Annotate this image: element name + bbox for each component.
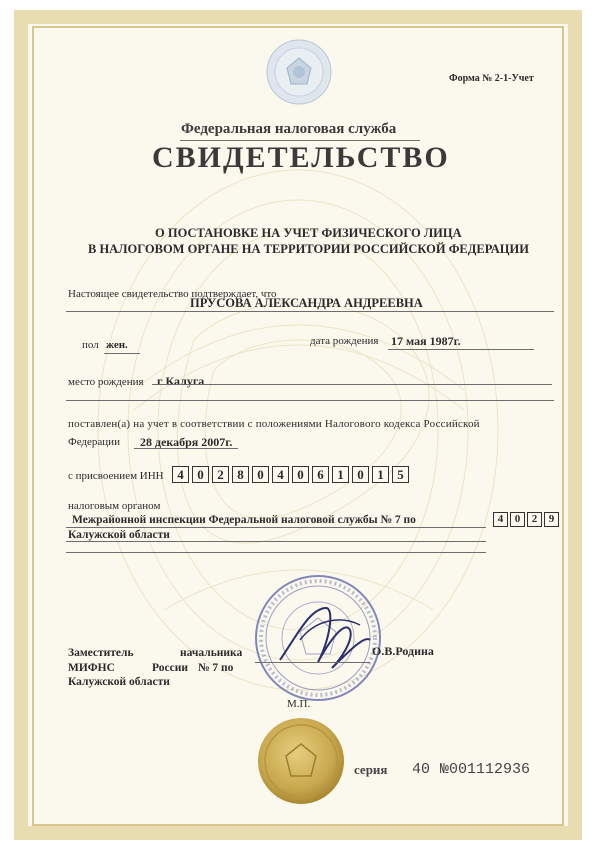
inn-digit: 4: [172, 466, 189, 483]
inn-digit: 0: [252, 466, 269, 483]
inn-digit: 0: [292, 466, 309, 483]
form-number: Форма № 2-1-Учет: [449, 73, 534, 84]
signature-icon: [270, 590, 380, 680]
signer-name: О.В.Родина: [372, 644, 434, 658]
sex-line: [104, 353, 140, 354]
inn-digit: 1: [332, 466, 349, 483]
signature-line: [255, 662, 370, 663]
inn-boxes: [172, 466, 412, 484]
name-line: [66, 311, 554, 312]
signer-title-1b: начальника: [180, 647, 243, 659]
sex-value: жен.: [106, 339, 128, 351]
authority-blank-line: [66, 552, 486, 553]
inn-digit: 4: [272, 466, 289, 483]
blank-line: [66, 400, 554, 401]
authority-code-digit: 2: [527, 512, 542, 527]
inn-digit: 8: [232, 466, 249, 483]
registered-text-2: Федерации: [68, 436, 120, 448]
registered-date-line: [134, 448, 238, 449]
gold-seal-icon: [256, 716, 346, 806]
registered-date: 28 декабря 2007г.: [140, 435, 233, 449]
inn-digit: 2: [212, 466, 229, 483]
birth-date-line: [388, 349, 534, 350]
authority-code-digit: 0: [510, 512, 525, 527]
signer-title-1a: Заместитель: [68, 647, 134, 659]
birth-date-value: 17 мая 1987г.: [391, 334, 461, 348]
signer-title-2b: России: [152, 662, 188, 674]
sex-label: пол: [82, 339, 99, 351]
authority-line-2: Калужской области: [68, 529, 170, 541]
hologram-emblem-icon: [265, 38, 333, 106]
birth-place-label: место рождения: [68, 376, 144, 388]
document-title: СВИДЕТЕЛЬСТВО: [152, 141, 450, 174]
authority-code-digit: 4: [493, 512, 508, 527]
birth-place-value: г Калуга: [157, 374, 205, 388]
authority-line-1-underline: [66, 527, 486, 528]
authority-label: налоговым органом: [68, 500, 161, 512]
agency-name: Федеральная налоговая служба: [181, 121, 397, 137]
full-name: ПРУСОВА АЛЕКСАНДРА АНДРЕЕВНА: [190, 296, 423, 310]
authority-line-1: Межрайонной инспекции Федеральной налоговой службы № 7 по: [72, 514, 416, 526]
inn-digit: 0: [352, 466, 369, 483]
signer-title-2a: МИФНС: [68, 662, 115, 674]
registered-text: поставлен(а) на учет в соответствии с положениями Налогового кодекса Российской: [68, 418, 480, 430]
inn-digit: 0: [192, 466, 209, 483]
stamp-place: М.П.: [287, 698, 311, 710]
inn-digit: 5: [392, 466, 409, 483]
inn-digit: 1: [372, 466, 389, 483]
authority-code-boxes: [493, 509, 561, 527]
document-number: №001112936: [440, 761, 531, 778]
series-value: 40: [412, 761, 431, 778]
series-label: серия: [354, 762, 388, 777]
birth-place-line: [152, 384, 552, 385]
subtitle-line-2: В НАЛОГОВОМ ОРГАНЕ НА ТЕРРИТОРИИ РОССИЙСКОЙ ФЕДЕРАЦИИ: [88, 242, 529, 256]
inn-digit: 6: [312, 466, 329, 483]
authority-code-digit: 9: [544, 512, 559, 527]
signer-title-3: Калужской области: [68, 676, 170, 688]
confirm-text: Настоящее свидетельство подтверждает, что: [68, 288, 277, 300]
subtitle-line-1: О ПОСТАНОВКЕ НА УЧЕТ ФИЗИЧЕСКОГО ЛИЦА: [155, 226, 462, 240]
inn-label: с присвоением ИНН: [68, 470, 164, 482]
signer-title-2c: № 7 по: [198, 662, 234, 674]
birth-date-label: дата рождения: [310, 335, 379, 347]
authority-line-2-underline: [66, 541, 486, 542]
